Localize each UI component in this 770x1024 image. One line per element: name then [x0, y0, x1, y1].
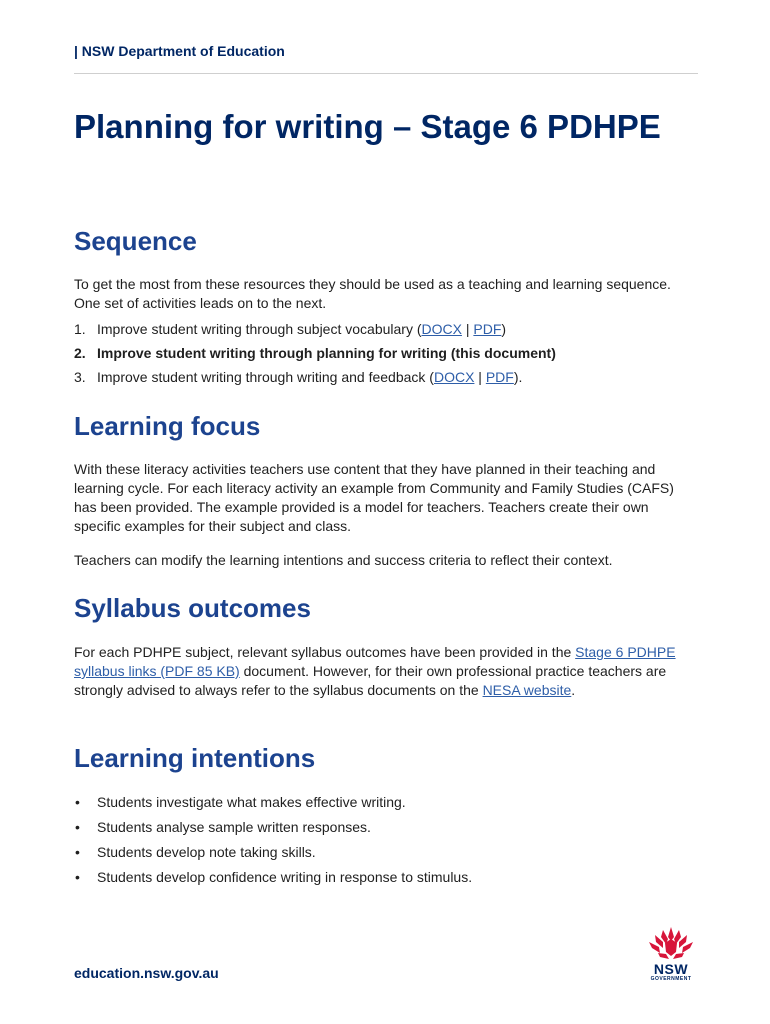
sequence-item-text: Improve student writing through writing and feedback (: [97, 369, 434, 385]
bullet: •: [75, 819, 80, 835]
nesa-website-link[interactable]: NESA website: [482, 682, 572, 698]
bullet: •: [75, 794, 80, 810]
syllabus-links-pdf-link[interactable]: Stage 6 PDHPE syllabus links (PDF 85 KB): [74, 644, 676, 679]
sequence-item: [74, 320, 699, 344]
list-item-text: Students investigate what makes effective writing.: [97, 794, 406, 810]
list-item: [74, 843, 699, 868]
document-header: | NSW Department of Education: [74, 43, 285, 59]
list-number: 1.: [74, 321, 86, 337]
sequence-item-text: Improve student writing through subject vocabulary (: [97, 321, 422, 337]
bullet: •: [75, 844, 80, 860]
item-end: ).: [513, 369, 523, 385]
learning-intentions-heading: Learning intentions: [74, 743, 316, 773]
sequence-item-text: Improve student writing through planning for writing (this document): [97, 345, 556, 361]
syllabus-text-before: For each PDHPE subject, relevant syllabus outcomes have been provided in the: [74, 644, 576, 660]
page-title: Planning for writing – Stage 6 PDHPE: [74, 108, 661, 145]
syllabus-outcomes-heading: Syllabus outcomes: [74, 593, 311, 623]
learning-focus-paragraph-1: With these literacy activities teachers use content that they have planned in their teaching and learning cycle. For each literacy activity an example from Community and Family Studies (CAFS) has been provided. The example provided is a model for teachers. Teachers create their own specific examples for their subject and class.: [74, 461, 674, 534]
footer-url: education.nsw.gov.au: [74, 965, 219, 981]
sequence-item: [74, 368, 699, 392]
list-item-text: Students develop confidence writing in response to stimulus.: [97, 869, 473, 885]
waratah-icon: [641, 925, 701, 963]
docx-link-vocabulary[interactable]: DOCX: [421, 321, 462, 337]
sequence-intro: To get the most from these resources they should be used as a teaching and learning sequence. One set of activities leads on to the next.: [74, 276, 671, 311]
docx-link-feedback[interactable]: DOCX: [433, 369, 475, 385]
learning-focus-paragraph-2: Teachers can modify the learning intentions and success criteria to reflect their context.: [74, 552, 613, 568]
learning-intentions-list: [74, 793, 699, 893]
list-item-text: Students analyse sample written responses.: [97, 819, 371, 835]
sequence-list: [74, 320, 699, 392]
logo-subtext: GOVERNMENT: [650, 976, 692, 982]
link-separator: |: [461, 321, 474, 337]
list-item-text: Students develop note taking skills.: [97, 844, 316, 860]
syllabus-text-after: .: [571, 682, 576, 698]
nsw-government-logo: [641, 925, 701, 985]
list-number: 3.: [74, 369, 86, 385]
logo-wordmark: NSW: [653, 961, 689, 977]
header-divider: [74, 73, 698, 74]
sequence-item-current: [74, 344, 699, 368]
learning-focus-heading: Learning focus: [74, 411, 261, 441]
pdf-link-feedback[interactable]: PDF: [485, 369, 514, 385]
list-item: [74, 793, 699, 818]
sequence-heading: Sequence: [74, 226, 197, 256]
list-number: 2.: [74, 345, 86, 361]
bullet: •: [75, 869, 80, 885]
item-end: ): [501, 321, 507, 337]
link-separator: |: [474, 369, 486, 385]
list-item: [74, 868, 699, 893]
pdf-link-vocabulary[interactable]: PDF: [473, 321, 502, 337]
syllabus-text-middle: document. However, for their own professional practice teachers are strongly advised to always refer to the syllabus documents on the: [74, 663, 667, 698]
list-item: [74, 818, 699, 843]
syllabus-outcomes-paragraph: [74, 643, 699, 700]
